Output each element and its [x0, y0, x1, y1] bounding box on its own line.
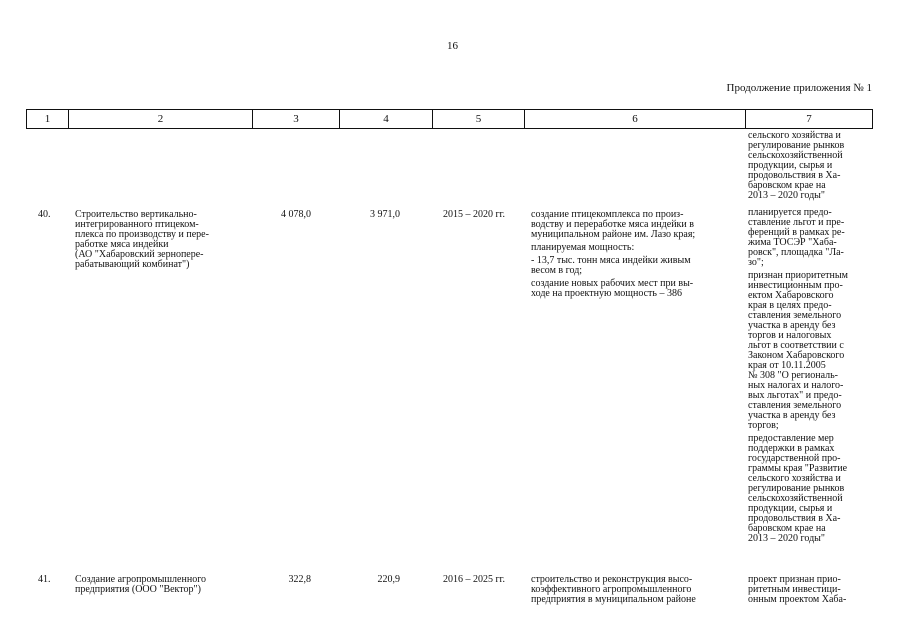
- column-header-6: 6: [632, 113, 638, 125]
- support-measures: [748, 575, 874, 605]
- project-name: Создание агропромышленного предприятия (ООО "Вектор"): [75, 574, 207, 595]
- column-header-4: 4: [383, 113, 389, 125]
- support-item: признан приоритетным инвестиционным про- ектом Хабаровского края в целях предо- ставления земельного участка в аренду без торгов и налоговых льгот в соответствии с Законом Хабаровского края от 10.11.2005 № 308 "О региональ- ных налогах и налого- вых льготах" и предо- ставления земельного участка в аренду без торгов;: [748, 270, 848, 431]
- expected-result: [531, 210, 741, 299]
- total-cost: 322,8: [288, 574, 311, 585]
- result-item: создание новых рабочих мест при вы- ходе на проектную мощность – 386: [531, 278, 694, 299]
- row-number: 41.: [38, 574, 51, 585]
- result-item: строительство и реконструкция высо- коэффективного агропромышленного предприятия в муниципальном районе: [531, 574, 696, 605]
- column-header-2: 2: [157, 113, 164, 125]
- row-number: 40.: [38, 209, 51, 220]
- support-item: проект признан прио- ритетным инвестици- онным проектом Хаба-: [748, 574, 847, 605]
- column-header-5: 5: [475, 113, 482, 125]
- project-name: Строительство вертикально- интегрированного птицеком- плекса по производству и пере- работке мяса индейки (АО "Хабаровский зернопере- рабатывающий комбинат"): [75, 209, 209, 270]
- carryover-support-text: сельского хозяйства и регулирование рынков сельскохозяйственной продукции, сырья и продовольствия в Ха- баровском крае на 2013 – 2020 годы": [748, 130, 845, 201]
- support-item: планируется предо- ставление льгот и пре- ференций в рамках ре- жима ТОСЭР "Хаба- ровск", площадка "Ла- зо";: [748, 207, 845, 268]
- funding-amount: 3 971,0: [370, 209, 400, 220]
- column-header-3: 3: [293, 113, 299, 125]
- support-item: предоставление мер поддержки в рамках государственной про- граммы края "Развитие сельского хозяйства и регулирование рынков сельскохозяйственной продукции, сырья и продовольствия в Ха- баровском крае на 2013 – 2020 годы": [748, 433, 848, 544]
- continuation-label: Продолжение приложения № 1: [726, 82, 872, 94]
- result-item: планируемая мощность:: [531, 242, 635, 253]
- result-item: создание птицекомплекса по произ- водству и переработке мяса индейки в муниципальном районе им. Лазо края;: [531, 209, 696, 240]
- funding-amount: 220,9: [377, 574, 400, 585]
- implementation-period: 2016 – 2025 гг.: [442, 574, 506, 585]
- column-header-7: 7: [806, 113, 812, 125]
- result-item: - 13,7 тыс. тонн мяса индейки живым весом в год;: [531, 255, 691, 276]
- table-header: [26, 109, 873, 129]
- expected-result: [531, 575, 741, 605]
- column-header-1: 1: [44, 113, 51, 125]
- implementation-period: 2015 – 2020 гг.: [442, 209, 506, 220]
- page-number: 16: [447, 40, 458, 52]
- total-cost: 4 078,0: [281, 209, 311, 220]
- support-measures: [748, 208, 874, 544]
